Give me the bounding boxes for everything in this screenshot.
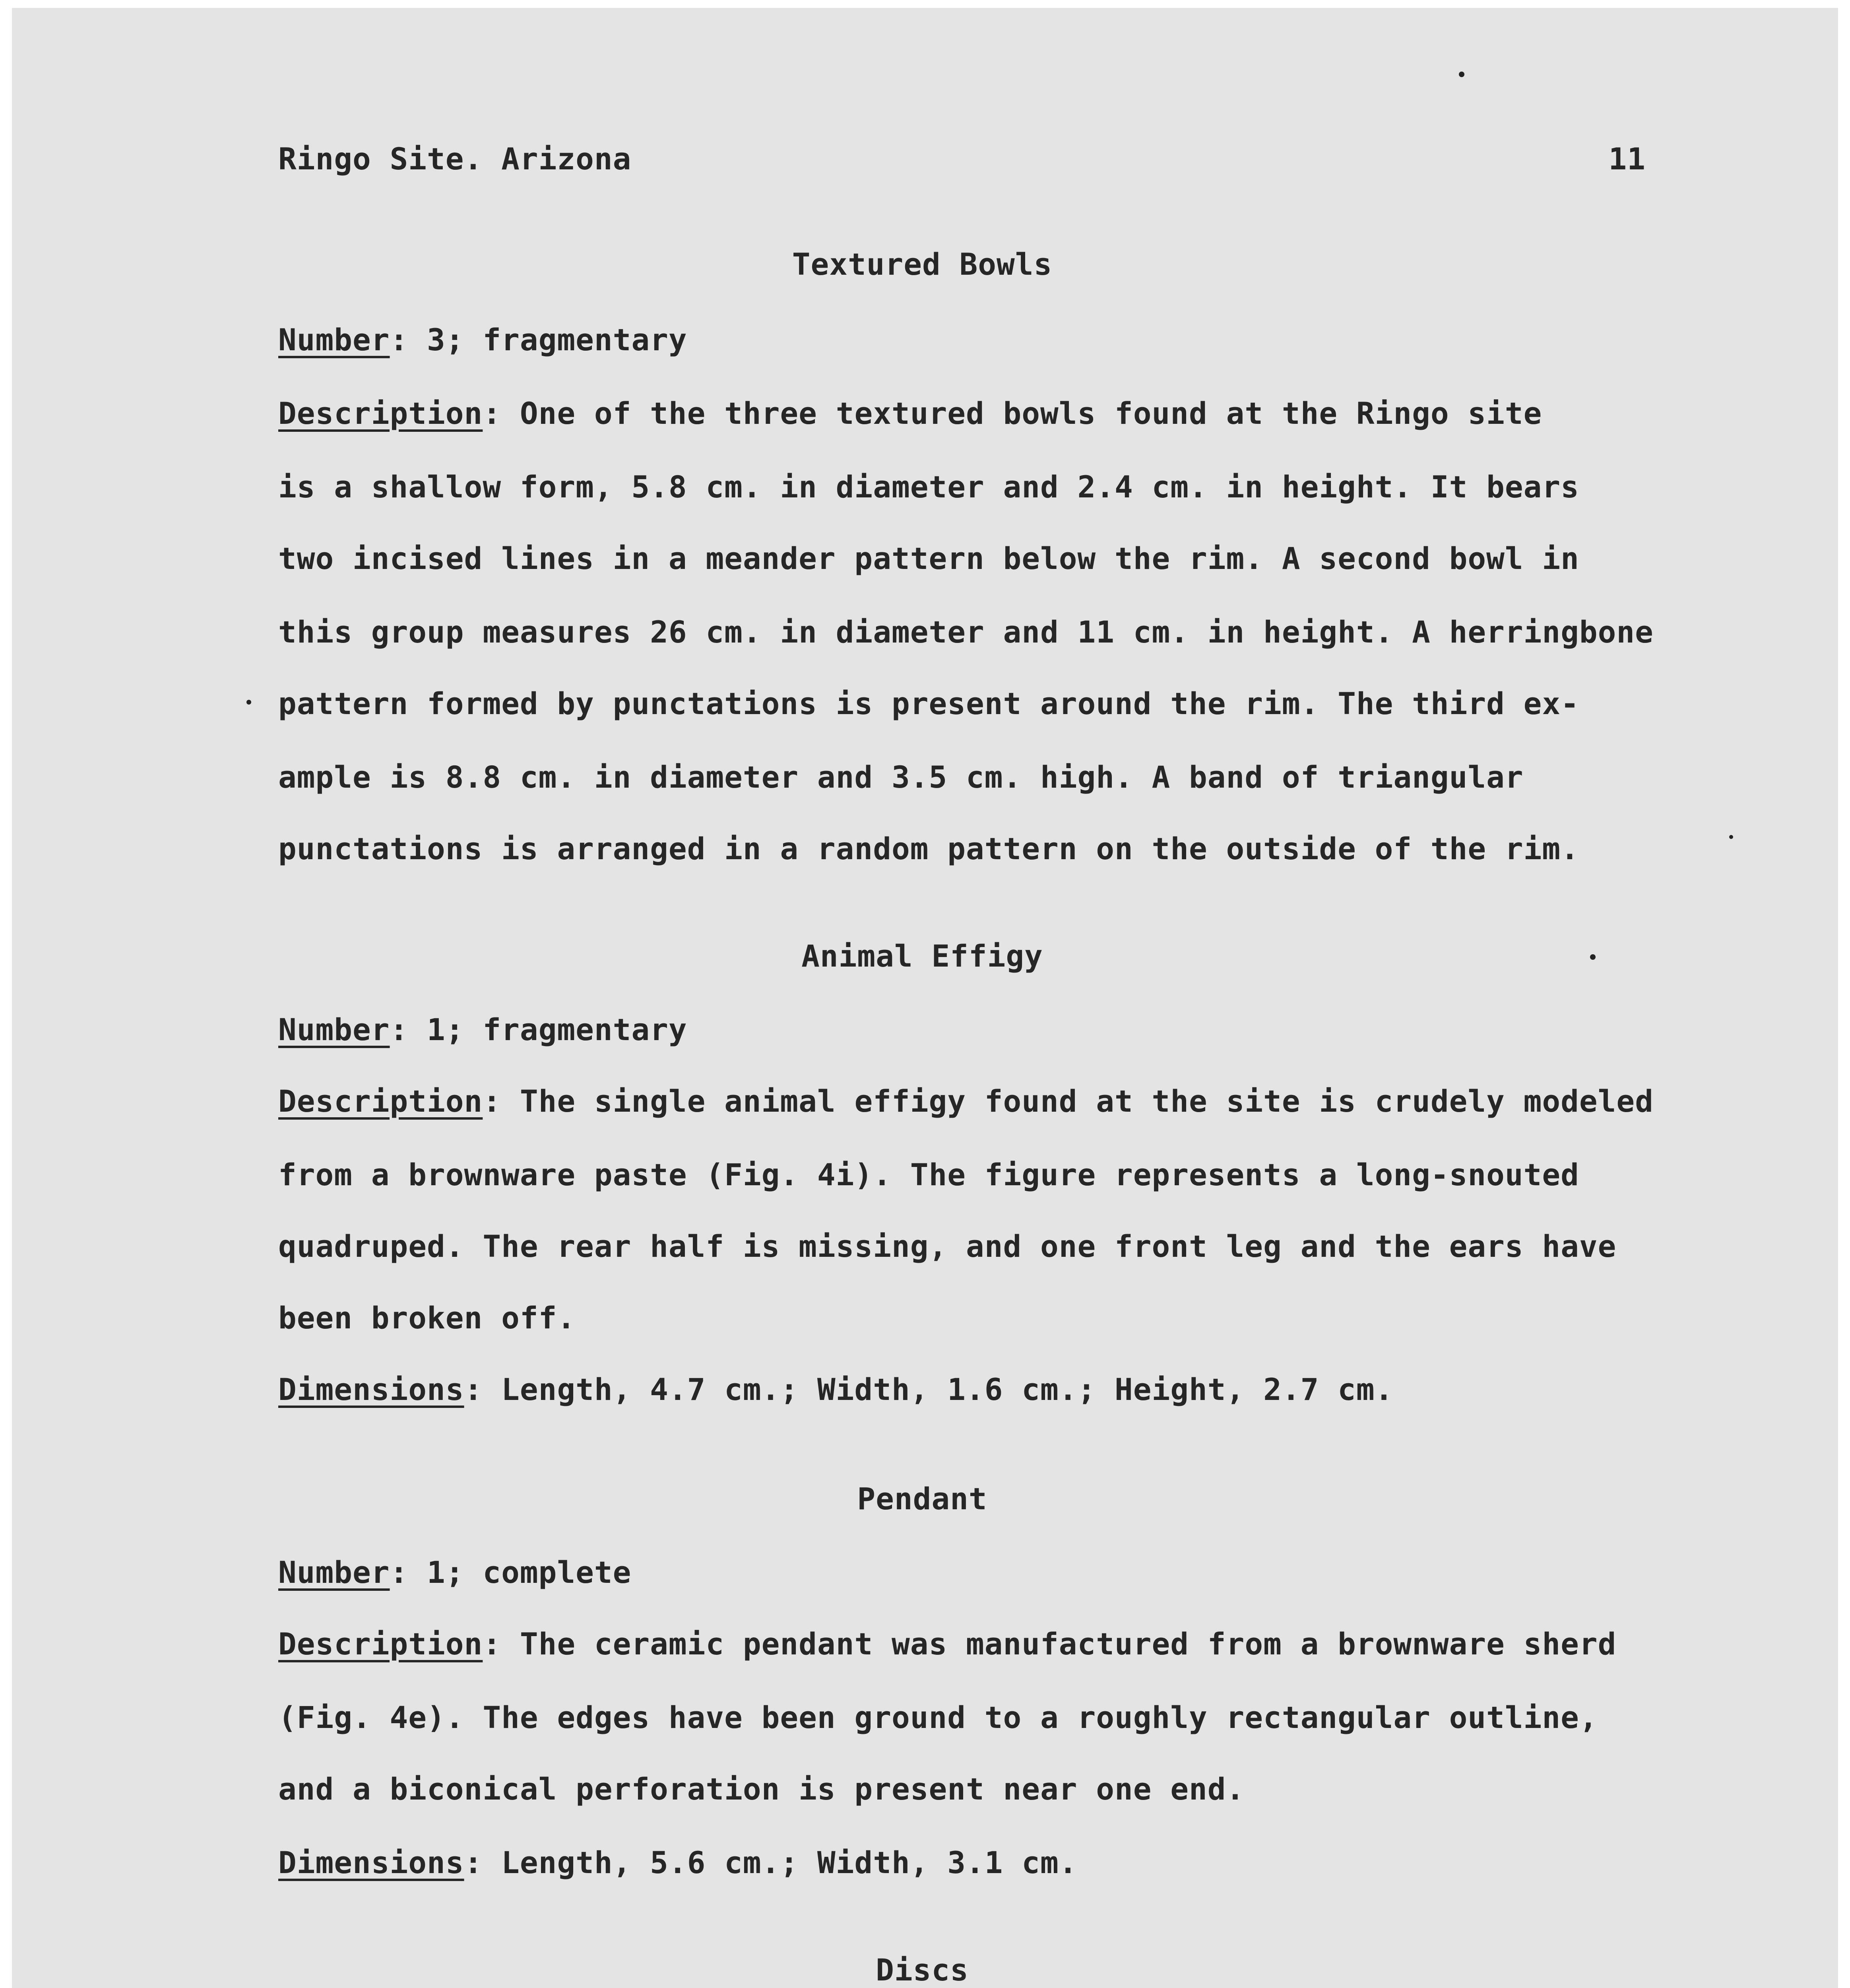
- number-label: Number: [278, 1012, 390, 1047]
- dimensions-label: Dimensions: [278, 1372, 464, 1407]
- description-text: : The single animal effigy found at the site is crudely modeled: [483, 1083, 1654, 1119]
- page-number: 11: [1608, 141, 1646, 177]
- description-label: Description: [278, 1083, 483, 1119]
- textured-bowls-number: [278, 318, 687, 362]
- description-label: Description: [278, 396, 483, 431]
- textured-bowls-description-line-4: this group measures 26 cm. in diameter and 11 cm. in height. A herringbone: [278, 614, 1654, 650]
- animal-effigy-dimensions: [278, 1368, 1393, 1411]
- animal-effigy-number: [278, 1008, 687, 1052]
- section-heading-textured-bowls: Textured Bowls: [792, 247, 1053, 282]
- typewritten-page: [12, 8, 1838, 1988]
- pendant-description-line-2: (Fig. 4e). The edges have been ground to a roughly rectangular outline,: [278, 1700, 1598, 1735]
- scan-speck: [1590, 954, 1596, 960]
- running-title: Ringo Site. Arizona: [278, 141, 632, 177]
- textured-bowls-description-line-6: ample is 8.8 cm. in diameter and 3.5 cm. high. A band of triangular: [278, 759, 1524, 795]
- pendant-dimensions: [278, 1841, 1078, 1885]
- textured-bowls-description-line-7: punctations is arranged in a random pattern on the outside of the rim.: [278, 831, 1579, 866]
- pendant-description-line-3: and a biconical perforation is present near one end.: [278, 1771, 1245, 1807]
- textured-bowls-description-line-2: is a shallow form, 5.8 cm. in diameter and 2.4 cm. in height. It bears: [278, 469, 1579, 505]
- description-label: Description: [278, 1626, 483, 1662]
- animal-effigy-description-line-1: [278, 1079, 1654, 1123]
- textured-bowls-description-line-1: [278, 392, 1542, 435]
- dimensions-value: : Length, 4.7 cm.; Width, 1.6 cm.; Height, 2.7 cm.: [464, 1372, 1394, 1407]
- number-label: Number: [278, 322, 390, 357]
- scan-speck: [1459, 72, 1464, 77]
- number-value: : 1; fragmentary: [390, 1012, 687, 1047]
- number-value: : 1; complete: [390, 1555, 632, 1590]
- animal-effigy-description-line-2: from a brownware paste (Fig. 4i). The figure represents a long-snouted: [278, 1157, 1579, 1192]
- section-heading-pendant: Pendant: [857, 1481, 987, 1516]
- number-value: : 3; fragmentary: [390, 322, 687, 357]
- textured-bowls-description-line-3: two incised lines in a meander pattern below the rim. A second bowl in: [278, 541, 1579, 576]
- description-text: : The ceramic pendant was manufactured from a brownware sherd: [483, 1626, 1617, 1662]
- pendant-number: [278, 1551, 631, 1594]
- dimensions-value: : Length, 5.6 cm.; Width, 3.1 cm.: [464, 1845, 1078, 1880]
- number-label: Number: [278, 1555, 390, 1590]
- section-heading-animal-effigy: Animal Effigy: [801, 938, 1043, 974]
- scan-speck: [1729, 835, 1733, 839]
- page-header: [278, 141, 1646, 185]
- scan-speck: [246, 700, 251, 705]
- section-heading-discs: Discs: [876, 1952, 969, 1988]
- animal-effigy-description-line-3: quadruped. The rear half is missing, and one front leg and the ears have: [278, 1229, 1617, 1264]
- dimensions-label: Dimensions: [278, 1845, 464, 1880]
- description-text: : One of the three textured bowls found at the Ringo site: [483, 396, 1542, 431]
- pendant-description-line-1: [278, 1622, 1616, 1666]
- scanned-page: [12, 8, 1838, 1988]
- textured-bowls-description-line-5: pattern formed by punctations is present around the rim. The third ex-: [278, 686, 1579, 721]
- animal-effigy-description-line-4: been broken off.: [278, 1300, 576, 1336]
